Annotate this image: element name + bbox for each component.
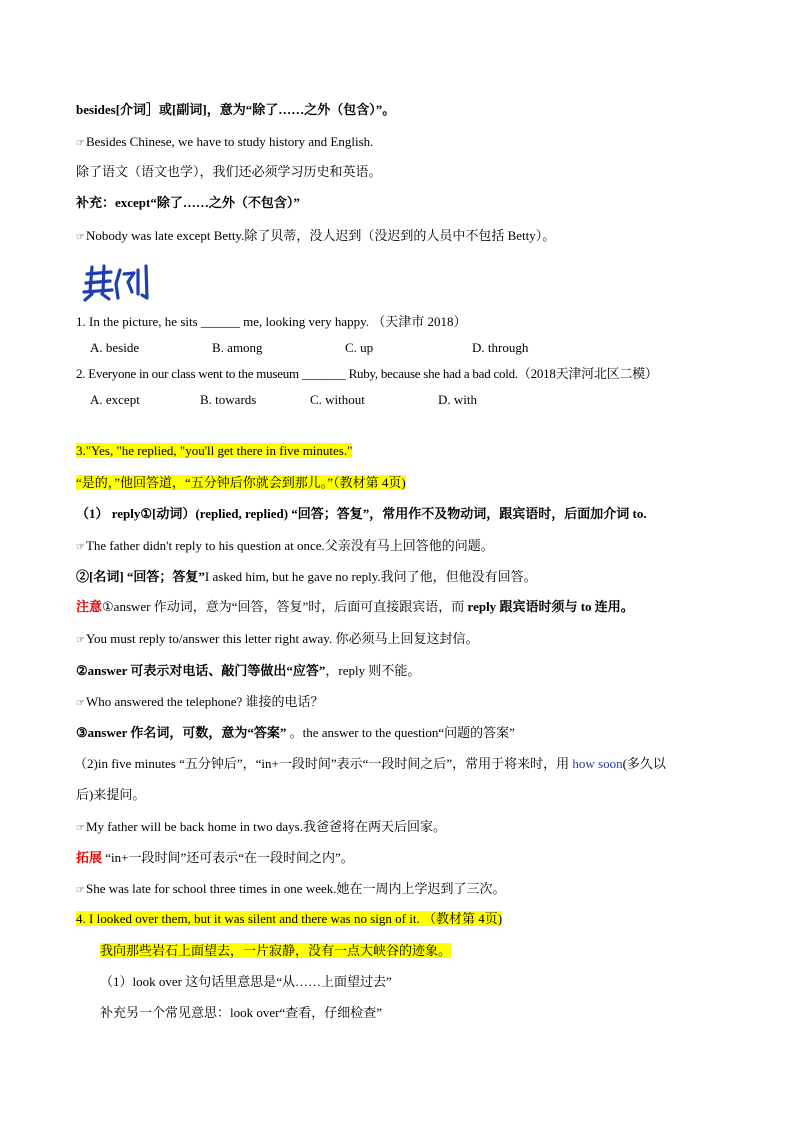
sentence-3-english: 3."Yes, "he replied, "you'll get there in five minutes." [76, 443, 353, 458]
question-1: 1. In the picture, he sits ______ me, looking very happy. （天津市 2018） [76, 314, 467, 329]
example-in-one-week: ☞She was late for school three times in one week.她在一周内上学迟到了三次。 [76, 881, 506, 896]
sentence-3-chinese: “是的，”他回答道，“五分钟后你就会到那儿。”（教材第 4页) [76, 475, 406, 490]
pointing-hand-icon: ☞ [76, 635, 85, 646]
answer-response-note: ②answer 可表示对电话、敲门等做出“应答”，reply 则不能。 [76, 663, 421, 678]
in-five-minutes-note: （2)in five minutes “五分钟后”，“in+一段时间”表示“一段时间之后”，常用于将来时，用 how soon(多久以 [74, 756, 666, 771]
pointing-hand-icon: ☞ [76, 823, 85, 834]
answer-noun-note: ③answer 作名词，可数，意为“答案” 。the answer to the question“问题的答案” [76, 725, 515, 740]
question-2-option-d: D. with [438, 392, 477, 407]
sentence-4-chinese: 我向那些岩石上面望去，一片寂静，没有一点大峡谷的迹象。 [100, 943, 452, 958]
question-1-option-d: D. through [472, 340, 529, 355]
pointing-hand-icon: ☞ [76, 885, 85, 896]
sentence-4-english: 4. I looked over them, but it was silent and there was no sign of it. （教材第 4页) [76, 911, 503, 926]
example-except: ☞Nobody was late except Betty.除了贝蒂，没人迟到（没迟到的人员中不包括 Betty）。 [76, 228, 556, 243]
question-2: 2. Everyone in our class went to the museum _______ Ruby, because she had a bad cold.（2018天津河北区二模） [76, 366, 658, 381]
except-supplement: 补充：except“除了……之外（不包含）” [76, 195, 300, 210]
note-answer-vs-reply: 注意①answer 作动词，意为“回答，答复”时，后面可直接跟宾语，而 reply 跟宾语时须与 to 连用。 [76, 599, 634, 614]
example-besides-translation: 除了语文（语文也学），我们还必须学习历史和英语。 [76, 164, 382, 179]
note-label: 注意 [76, 599, 103, 614]
question-2-option-a: A. except [90, 392, 140, 407]
look-over-supplement: 补充另一个常见意思：look over“查看，仔细检查” [100, 1005, 383, 1020]
example-logo-icon [80, 262, 156, 302]
reply-verb-definition: （1） reply①[动词）(replied, replied) “回答；答复”，常用作不及物动词，跟宾语时，后面加介词 to. [76, 506, 647, 521]
question-1-option-c: C. up [345, 340, 374, 355]
reply-noun-definition: ②[名词] “回答；答复”I asked him, but he gave no reply.我问了他，但他没有回答。 [76, 569, 537, 584]
extension-label: 拓展 [76, 850, 103, 865]
question-2-option-b: B. towards [200, 392, 257, 407]
example-reply-verb: ☞The father didn't reply to his question at once.父亲没有马上回答他的问题。 [76, 538, 494, 553]
example-answered-telephone: ☞Who answered the telephone? 谁接的电话？ [76, 694, 324, 709]
question-1-option-a: A. beside [90, 340, 140, 355]
besides-definition: besides[介词］或[副词]，意为“除了……之外（包含）”。 [76, 102, 396, 117]
in-five-minutes-note-continued: 后)来提问。 [76, 787, 146, 802]
extension-note: 拓展 “in+一段时间”还可表示“在一段时间之内”。 [76, 850, 354, 865]
pointing-hand-icon: ☞ [76, 698, 85, 709]
pointing-hand-icon: ☞ [76, 138, 85, 149]
example-reply-to: ☞You must reply to/answer this letter right away. 你必须马上回复这封信。 [76, 631, 479, 646]
example-in-two-days: ☞My father will be back home in two days.我爸爸将在两天后回家。 [76, 819, 446, 834]
pointing-hand-icon: ☞ [76, 542, 85, 553]
look-over-meaning: （1）look over 这句话里意思是“从……上面望过去” [100, 974, 392, 989]
example-besides: ☞Besides Chinese, we have to study history and English. [76, 134, 374, 149]
question-1-option-b: B. among [212, 340, 263, 355]
question-2-option-c: C. without [310, 392, 365, 407]
pointing-hand-icon: ☞ [76, 232, 85, 243]
